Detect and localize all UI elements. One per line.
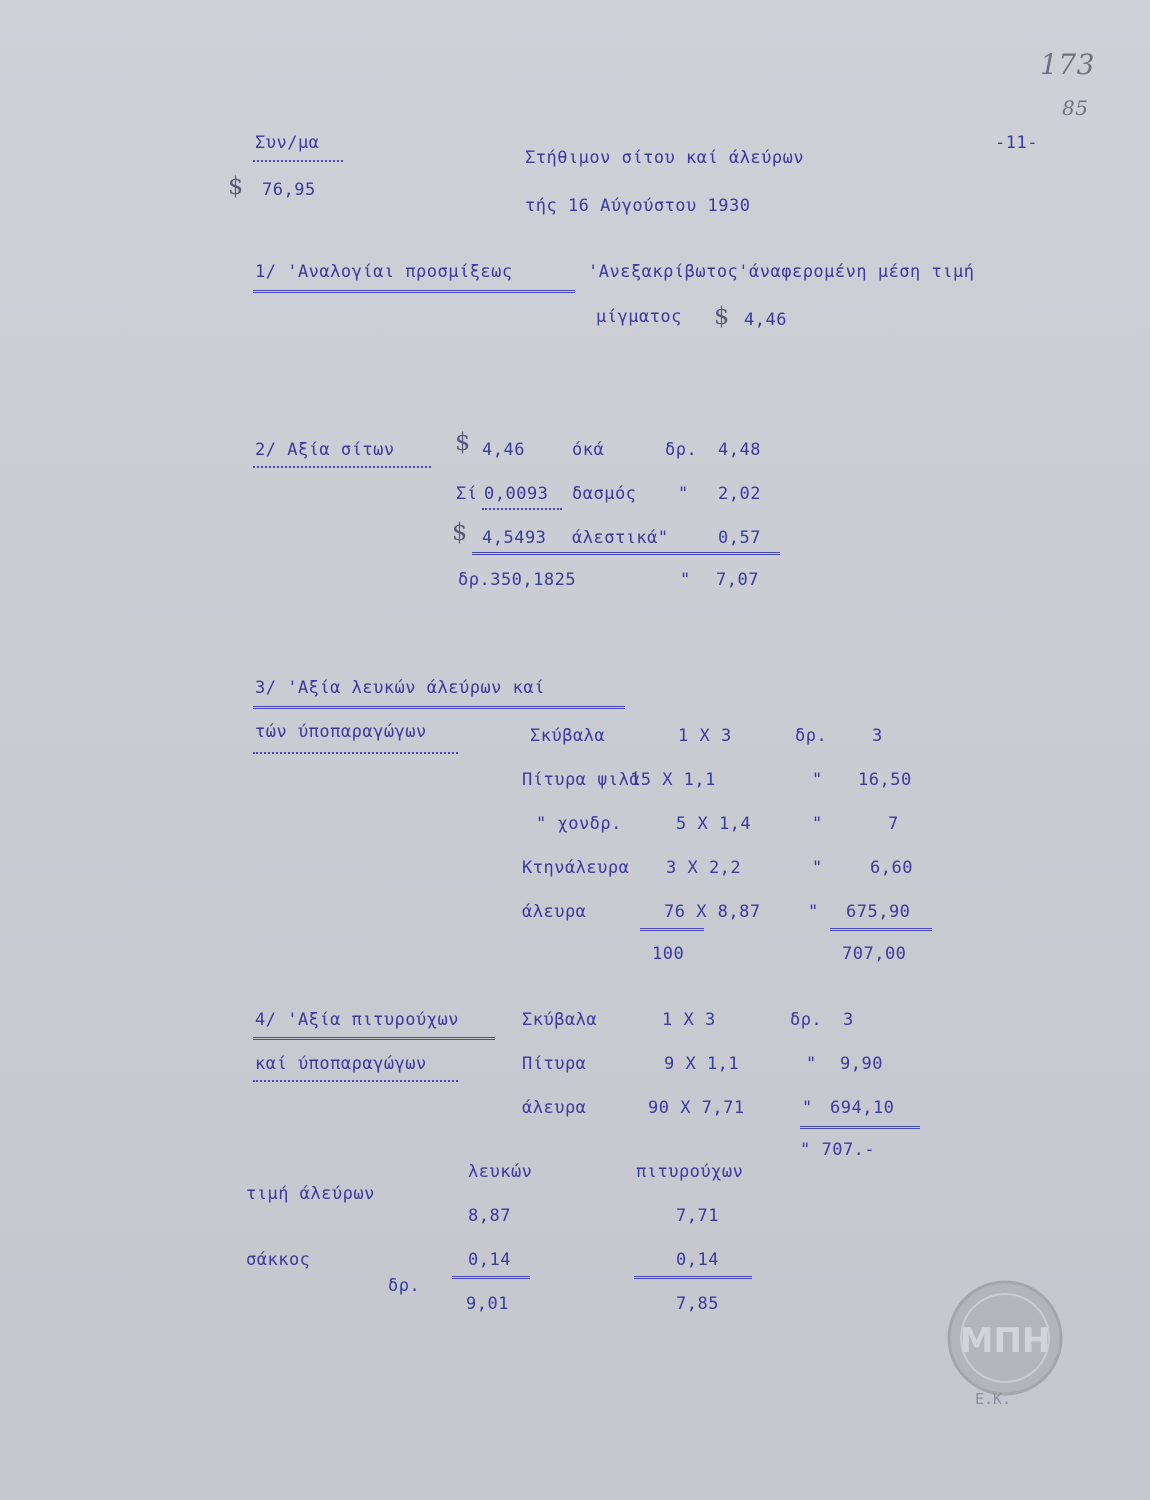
document-title: Στήθιμον σίτου καί άλεύρων bbox=[525, 148, 805, 168]
summary-line2 bbox=[634, 1276, 752, 1279]
section3-row4-label: Κτηνάλευρα bbox=[522, 858, 630, 878]
section4-row2-calc: 9 Χ 1,1 bbox=[664, 1054, 740, 1074]
section3-row4-calc: 3 Χ 2,2 bbox=[666, 858, 742, 878]
header-left-label: Συν/μα bbox=[255, 133, 320, 153]
section2-total-cur: " bbox=[680, 570, 691, 590]
section3-underline1 bbox=[253, 706, 625, 709]
section3-qty-line bbox=[640, 928, 704, 931]
section2-row1-amount: 4,48 bbox=[718, 440, 761, 460]
folio-number: 173 bbox=[1040, 48, 1095, 81]
section3-row5-cur: " bbox=[808, 902, 819, 922]
currency-symbol: $ bbox=[455, 428, 471, 456]
section3-total-amount: 707,00 bbox=[842, 944, 907, 964]
section2-row1-qty: 4,46 bbox=[482, 440, 525, 460]
seal-mark: Ε.Κ. bbox=[975, 1390, 1012, 1408]
summary-total-v1: 9,01 bbox=[466, 1294, 509, 1314]
section3-row5-amount: 675,90 bbox=[846, 902, 911, 922]
section4-row2-cur: " bbox=[806, 1054, 817, 1074]
section4-row1-label: Σκύβαλα bbox=[522, 1010, 598, 1030]
section3-heading-line2: τών ύποπαραγώγων bbox=[255, 722, 427, 742]
section1-text-line2: μίγματος bbox=[596, 307, 682, 327]
section4-total: " 707.- bbox=[800, 1140, 876, 1160]
header-divider bbox=[253, 160, 343, 162]
section3-row2-amount: 16,50 bbox=[858, 770, 912, 790]
section2-total-left: δρ.350,1825 bbox=[458, 570, 577, 590]
seal-text: ΜΠΗ bbox=[959, 1321, 1051, 1361]
section2-total-line bbox=[472, 552, 780, 555]
summary-row1-v2: 7,71 bbox=[676, 1206, 719, 1226]
summary-currency: δρ. bbox=[388, 1276, 421, 1296]
currency-symbol: $ bbox=[228, 172, 244, 200]
summary-row2-label: σάκκος bbox=[246, 1250, 311, 1270]
section4-row2-amount: 9,90 bbox=[840, 1054, 883, 1074]
section4-underline1 bbox=[253, 1037, 495, 1040]
section4-row1-calc: 1 Χ 3 bbox=[662, 1010, 716, 1030]
section2-row2-prefix: Σί bbox=[456, 484, 478, 504]
summary-row1-label: τιμή άλεύρων bbox=[246, 1184, 375, 1204]
section3-row4-amount: 6,60 bbox=[870, 858, 913, 878]
header-left-value: 76,95 bbox=[262, 180, 316, 200]
section3-row1-cur: δρ. bbox=[795, 726, 828, 746]
section3-row3-cur: " bbox=[812, 814, 823, 834]
section2-row2-cur: " bbox=[678, 484, 689, 504]
section4-underline2 bbox=[253, 1080, 458, 1082]
section2-underline bbox=[253, 466, 431, 468]
section4-row1-cur: δρ. bbox=[790, 1010, 823, 1030]
summary-total-v2: 7,85 bbox=[676, 1294, 719, 1314]
summary-row1-v1: 8,87 bbox=[468, 1206, 511, 1226]
section3-row1-calc: 1 Χ 3 bbox=[678, 726, 732, 746]
section3-total-qty: 100 bbox=[652, 944, 685, 964]
section2-row3-amount: 0,57 bbox=[718, 528, 761, 548]
page-number: -11- bbox=[995, 133, 1038, 153]
section3-row2-calc: 15 Χ 1,1 bbox=[630, 770, 716, 790]
section2-heading: 2/ Αξία σίτων bbox=[255, 440, 395, 460]
summary-col2-head: πιτυρούχων bbox=[636, 1162, 744, 1182]
section3-amount-line bbox=[830, 928, 932, 931]
section1-underline bbox=[253, 290, 575, 293]
section4-total-line bbox=[800, 1126, 920, 1129]
section3-row1-amount: 3 bbox=[872, 726, 883, 746]
section2-total-amount: 7,07 bbox=[716, 570, 759, 590]
section1-value: 4,46 bbox=[744, 310, 787, 330]
section4-row1-amount: 3 bbox=[843, 1010, 854, 1030]
section2-row2-qty: 0,0093 bbox=[484, 484, 549, 504]
section3-underline2 bbox=[253, 752, 458, 754]
section2-row3-unit: άλεστικά" bbox=[572, 528, 669, 548]
folio-number-2: 85 bbox=[1062, 96, 1089, 120]
section4-heading-line1: 4/ 'Αξία πιτυρούχων bbox=[255, 1010, 459, 1030]
currency-symbol: $ bbox=[452, 518, 468, 546]
section2-row2-unit: δασμός bbox=[572, 484, 637, 504]
section1-heading: 1/ 'Αναλογίαι προσμίξεως bbox=[255, 262, 513, 282]
section3-heading-line1: 3/ 'Αξία λευκών άλεύρων καί bbox=[255, 678, 545, 698]
section4-row3-cur: " bbox=[802, 1098, 813, 1118]
section2-divider bbox=[482, 508, 562, 510]
section2-row3-qty: 4,5493 bbox=[482, 528, 547, 548]
section1-text-line1: 'Ανεξακρίβωτος'άναφερομένη μέση τιμή bbox=[588, 262, 975, 282]
section2-row2-amount: 2,02 bbox=[718, 484, 761, 504]
section3-row5-calc: 76 Χ 8,87 bbox=[664, 902, 761, 922]
section3-row2-label: Πίτυρα ψιλά bbox=[522, 770, 641, 790]
summary-row2-v2: 0,14 bbox=[676, 1250, 719, 1270]
section3-row3-label: " χονδρ. bbox=[536, 814, 622, 834]
section2-row1-unit: όκά bbox=[572, 440, 605, 460]
archive-seal-icon bbox=[945, 1278, 1065, 1398]
document-date: τής 16 Αύγούστου 1930 bbox=[525, 196, 751, 216]
section3-row1-label: Σκύβαλα bbox=[530, 726, 606, 746]
currency-symbol: $ bbox=[714, 302, 730, 330]
section4-row3-label: άλευρα bbox=[522, 1098, 587, 1118]
summary-line1 bbox=[452, 1276, 530, 1279]
section4-row3-calc: 90 Χ 7,71 bbox=[648, 1098, 745, 1118]
section4-heading-line2: καί ύποπαραγώγων bbox=[255, 1054, 427, 1074]
section3-row5-label: άλευρα bbox=[522, 902, 587, 922]
section2-row1-cur: δρ. bbox=[665, 440, 698, 460]
section4-row3-amount: 694,10 bbox=[830, 1098, 895, 1118]
section3-row3-amount: 7 bbox=[888, 814, 899, 834]
summary-col1-head: λευκών bbox=[468, 1162, 533, 1182]
section4-row2-label: Πίτυρα bbox=[522, 1054, 587, 1074]
section3-row4-cur: " bbox=[812, 858, 823, 878]
section3-row3-calc: 5 Χ 1,4 bbox=[676, 814, 752, 834]
summary-row2-v1: 0,14 bbox=[468, 1250, 511, 1270]
section3-row2-cur: " bbox=[812, 770, 823, 790]
